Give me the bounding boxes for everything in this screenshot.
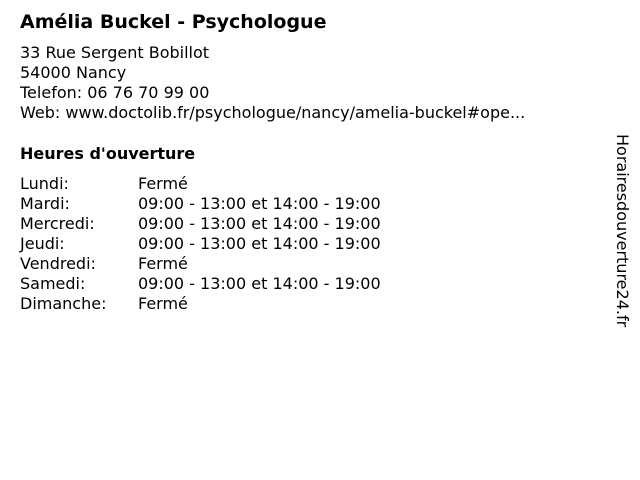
address-street: 33 Rue Sergent Bobillot	[20, 43, 210, 62]
opening-hours-heading: Heures d'ouverture	[20, 144, 196, 163]
opening-hours-table	[20, 174, 381, 314]
hours-row-sunday	[20, 294, 381, 314]
day-hours: 09:00 - 13:00 et 14:00 - 19:00	[138, 274, 381, 293]
contact-block	[20, 43, 525, 123]
phone-number: Telefon: 06 76 70 99 00	[20, 83, 210, 102]
site-watermark: Horairesdouverture24.fr	[613, 134, 632, 328]
hours-row-wednesday	[20, 214, 381, 234]
hours-row-tuesday	[20, 194, 381, 214]
day-hours: Fermé	[138, 174, 188, 193]
hours-row-monday	[20, 174, 381, 194]
day-label: Mardi:	[20, 194, 70, 213]
business-title: Amélia Buckel - Psychologue	[20, 11, 327, 33]
day-label: Samedi:	[20, 274, 86, 293]
address-city: 54000 Nancy	[20, 63, 127, 82]
hours-row-thursday	[20, 234, 381, 254]
day-hours: 09:00 - 13:00 et 14:00 - 19:00	[138, 194, 381, 213]
day-label: Vendredi:	[20, 254, 96, 273]
day-hours: Fermé	[138, 294, 188, 313]
day-hours: Fermé	[138, 254, 188, 273]
hours-row-friday	[20, 254, 381, 274]
day-label: Mercredi:	[20, 214, 95, 233]
hours-row-saturday	[20, 274, 381, 294]
day-label: Dimanche:	[20, 294, 107, 313]
website-link: Web: www.doctolib.fr/psychologue/nancy/amelia-buckel#ope...	[20, 103, 526, 122]
day-label: Jeudi:	[20, 234, 65, 253]
day-hours: 09:00 - 13:00 et 14:00 - 19:00	[138, 234, 381, 253]
day-hours: 09:00 - 13:00 et 14:00 - 19:00	[138, 214, 381, 233]
day-label: Lundi:	[20, 174, 69, 193]
